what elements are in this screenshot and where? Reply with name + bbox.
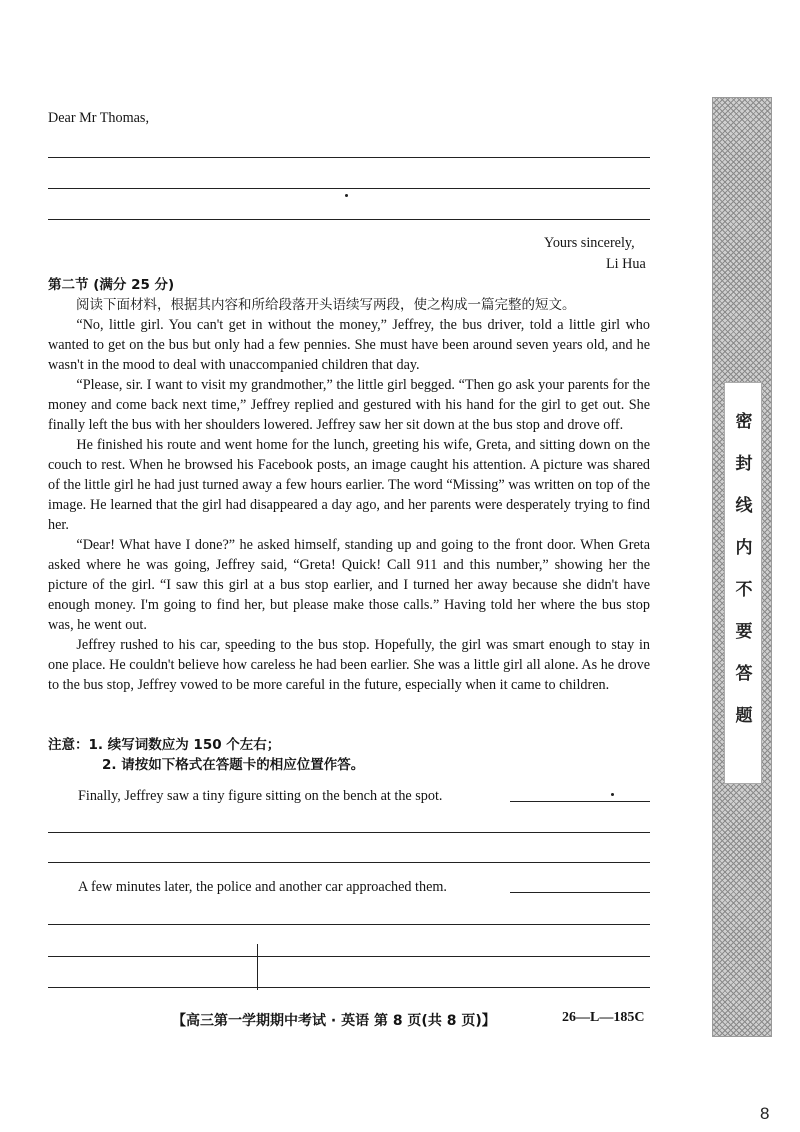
story-paragraph: He finished his route and went home for the lunch, greeting his wife, Greta, and sitting down on the couch to rest. When he browsed his Facebook posts, an image caught his attention. A picture was shared of the little girl he had just turned away a few hours earlier. The word “Missing” was written on top of the image. He learned that the girl had disappeared a day ago, and her parents were desperately trying to find her. [48,437,650,533]
continuation-prompt-1: Finally, Jeffrey saw a tiny figure sitting on the bench at the spot. [78,788,443,804]
writing-line [48,219,650,220]
stray-line [257,944,258,990]
stray-mark [345,194,348,197]
writing-line [48,956,650,957]
footer-title: 【高三第一学期期中考试 · 英语 第 8 页(共 8 页)】 [172,1013,496,1029]
story-paragraph: “No, little girl. You can't get in without the money,” Jeffrey, the bus driver, told a little girl who wanted to get on the bus but only had a few pennies. She must have been around seven years old, and he wasn't in the mood to deal with unaccompanied children that day. [48,317,650,373]
stray-mark [611,793,614,796]
writing-line [48,188,650,189]
note-answer-format: 2. 请按如下格式在答题卡的相应位置作答。 [102,757,365,773]
story-paragraph: “Dear! What have I done?” he asked himself, standing up and going to the front door. When Greta asked where he was going, Jeffrey said, “Greta! Quick! Call 911 and this number,” showing her the picture of the girl. “I saw this girl at a bus stop earlier, and I turned her away because she didn't have enough money. I'm going to find her, but please make those calls.” Having told her where the bus stop was, he went out. [48,537,650,633]
note-word-count: 注意：1. 续写词数应为 150 个左右； [48,737,281,753]
letter-salutation: Dear Mr Thomas, [48,110,149,126]
writing-line [48,862,650,863]
writing-line [48,987,650,988]
continuation-prompt-2: A few minutes later, the police and another car approached them. [78,879,447,895]
page-number: 8 [760,1104,770,1123]
section-heading: 第二节 (满分 25 分) [48,277,175,293]
writing-line [48,924,650,925]
writing-line [48,157,650,158]
writing-line [510,801,650,802]
story-paragraph: “Please, sir. I want to visit my grandmother,” the little girl begged. “Then go ask your parents for the money and come back next time,” Jeffrey replied and gestured with his hand for the girl to get out. She finally left the bus with her shoulders lowered. Jeffrey saw her sit down at the bus stop and drove off. [48,377,650,433]
story-text [48,315,650,695]
writing-line [48,832,650,833]
letter-signature: Li Hua [606,256,646,272]
writing-line [510,892,650,893]
binding-strip-text: 密封线内不要答题 [731,412,752,748]
letter-closing: Yours sincerely, [544,235,635,251]
story-paragraph: Jeffrey rushed to his car, speeding to the bus stop. Hopefully, the girl was smart enough to stay in one place. He couldn't believe how careless he had been earlier. She was a little girl all alone. As he drove to the bus stop, Jeffrey vowed to be more careful in the future, especially when it came to children. [48,637,650,693]
section-instruction: 阅读下面材料，根据其内容和所给段落开头语续写两段，使之构成一篇完整的短文。 [76,297,576,313]
footer-code: 26—L—185C [562,1010,645,1025]
